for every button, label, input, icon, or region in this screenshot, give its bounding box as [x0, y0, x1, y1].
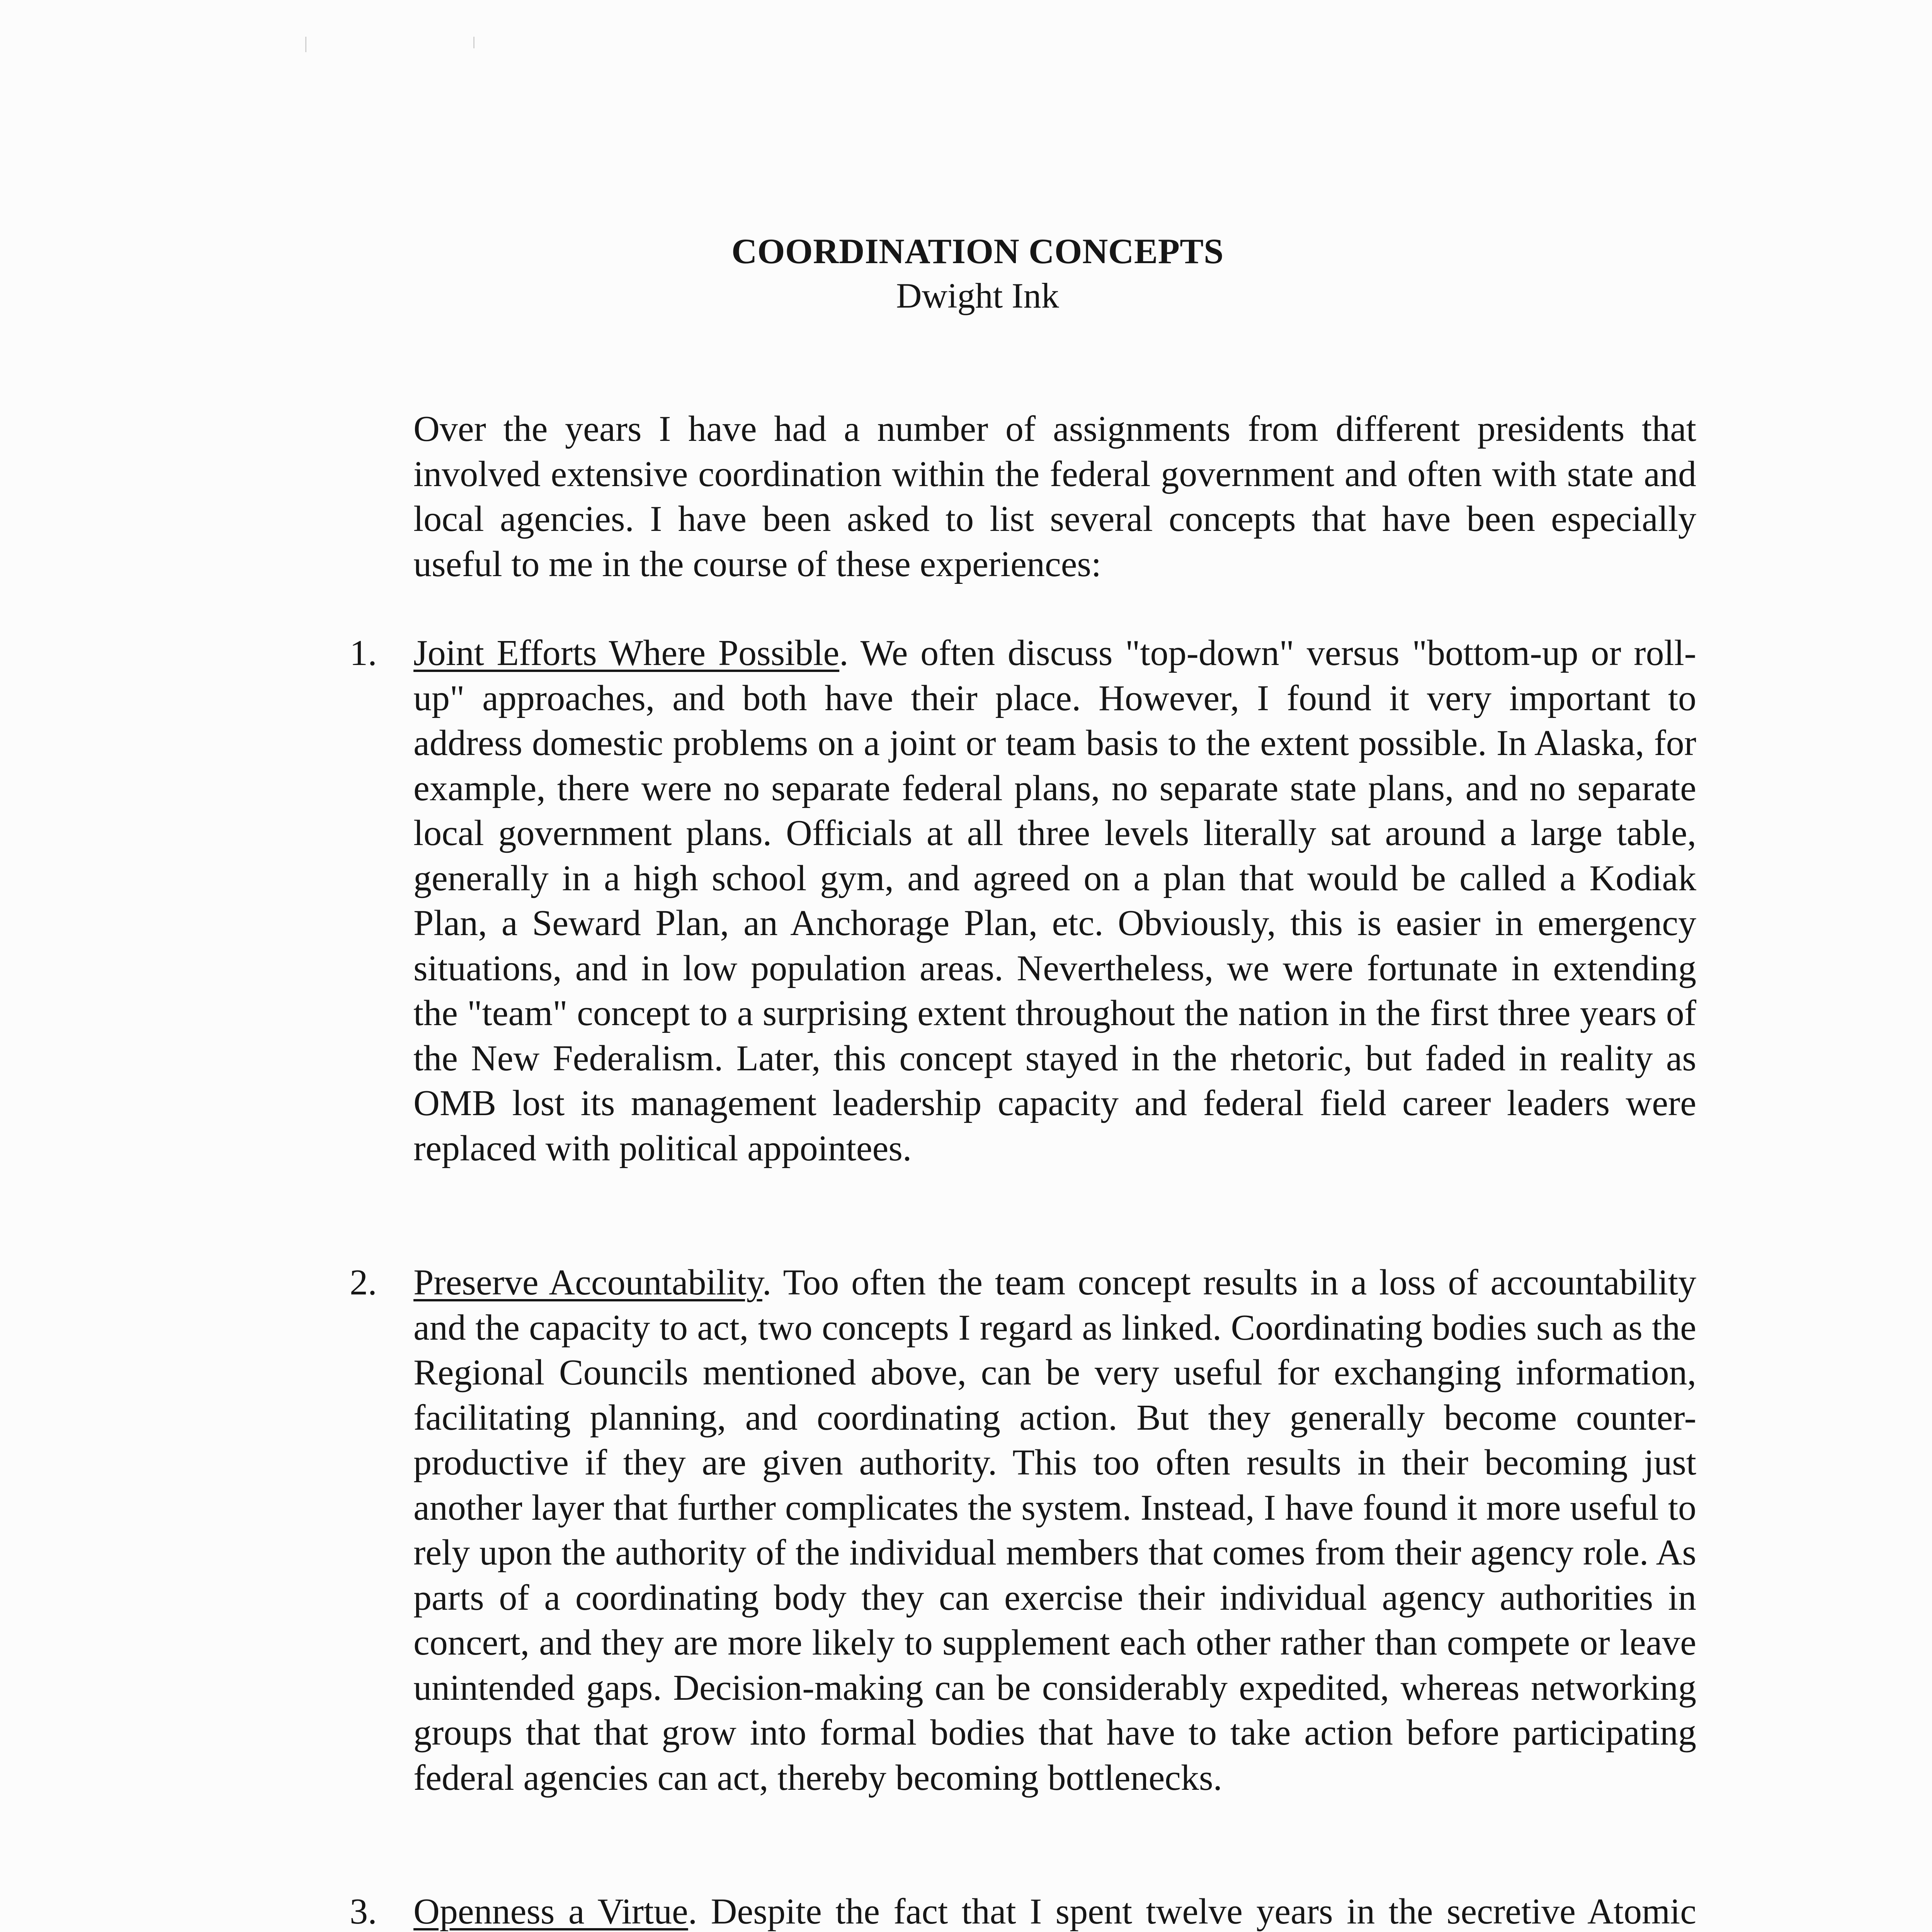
list-item-number: 1. — [350, 633, 377, 673]
list-item-text: . Too often the team concept results in a loss of accountability and the capacity to act, two concepts I regard as linked. Coordinating bodies such as the Regional Councils mentioned above, can be very useful for exchanging information, facilitating planning, and coordinating action. But they generally become counter-productive if they are given authority. This too often results in their becoming just another layer that further complicates the system. Instead, I have found it more useful to rely upon the authority of the individual members that comes from their agency role. As parts of a coordinating body they can exercise their individual agency authorities in concert, and they are more likely to supplement each other rather than compete or leave unintended gaps. Decision-making can be considerably expedited, whereas networking groups that that grow into formal bodies that have to take action before participating federal agencies can act, thereby becoming bottlenecks. — [413, 1262, 1696, 1798]
list-item-text: . Despite the fact that I spent twelve years in the secretive Atomic — [688, 1891, 1696, 1932]
scan-mark — [473, 37, 474, 48]
list-item-heading: Preserve Accountability — [413, 1262, 762, 1303]
list-item-body — [413, 631, 1696, 1171]
document-author: Dwight Ink — [896, 276, 1059, 315]
list-item-number: 2. — [350, 1262, 377, 1303]
list-item-body — [413, 1260, 1696, 1800]
list-item-body — [413, 1889, 1696, 1932]
intro-paragraph: Over the years I have had a number of assignments from different presidents that involved extensive coordination within the federal government and often with state and local agencies. I have been asked to list several concepts that have been especially useful to me in the course of these experiences: — [413, 409, 1696, 584]
list-item-heading: Joint Efforts Where Possible — [413, 633, 840, 673]
list-item-number: 3. — [350, 1891, 377, 1932]
list-item-heading: Openness a Virtue — [413, 1891, 688, 1932]
list-item-text: . We often discuss "top-down" versus "bottom-up or roll-up" approaches, and both have their place. However, I found it very important to address domestic problems on a joint or team basis to the extent possible. In Alaska, for example, there were no separate federal plans, no separate state plans, and no separate local government plans. Officials at all three levels literally sat around a large table, generally in a high school gym, and agreed on a plan that would be called a Kodiak Plan, a Seward Plan, an Anchorage Plan, etc. Obviously, this is easier in emergency situations, and in low population areas. Nevertheless, we were fortunate in extending the "team" concept to a surprising extent throughout the nation in the first three years of the New Federalism. Later, this concept stayed in the rhetoric, but faded in reality as OMB lost its management leadership capacity and federal field career leaders were replaced with political appointees. — [413, 633, 1696, 1168]
scan-mark — [305, 37, 306, 52]
document-title: COORDINATION CONCEPTS — [731, 231, 1224, 271]
